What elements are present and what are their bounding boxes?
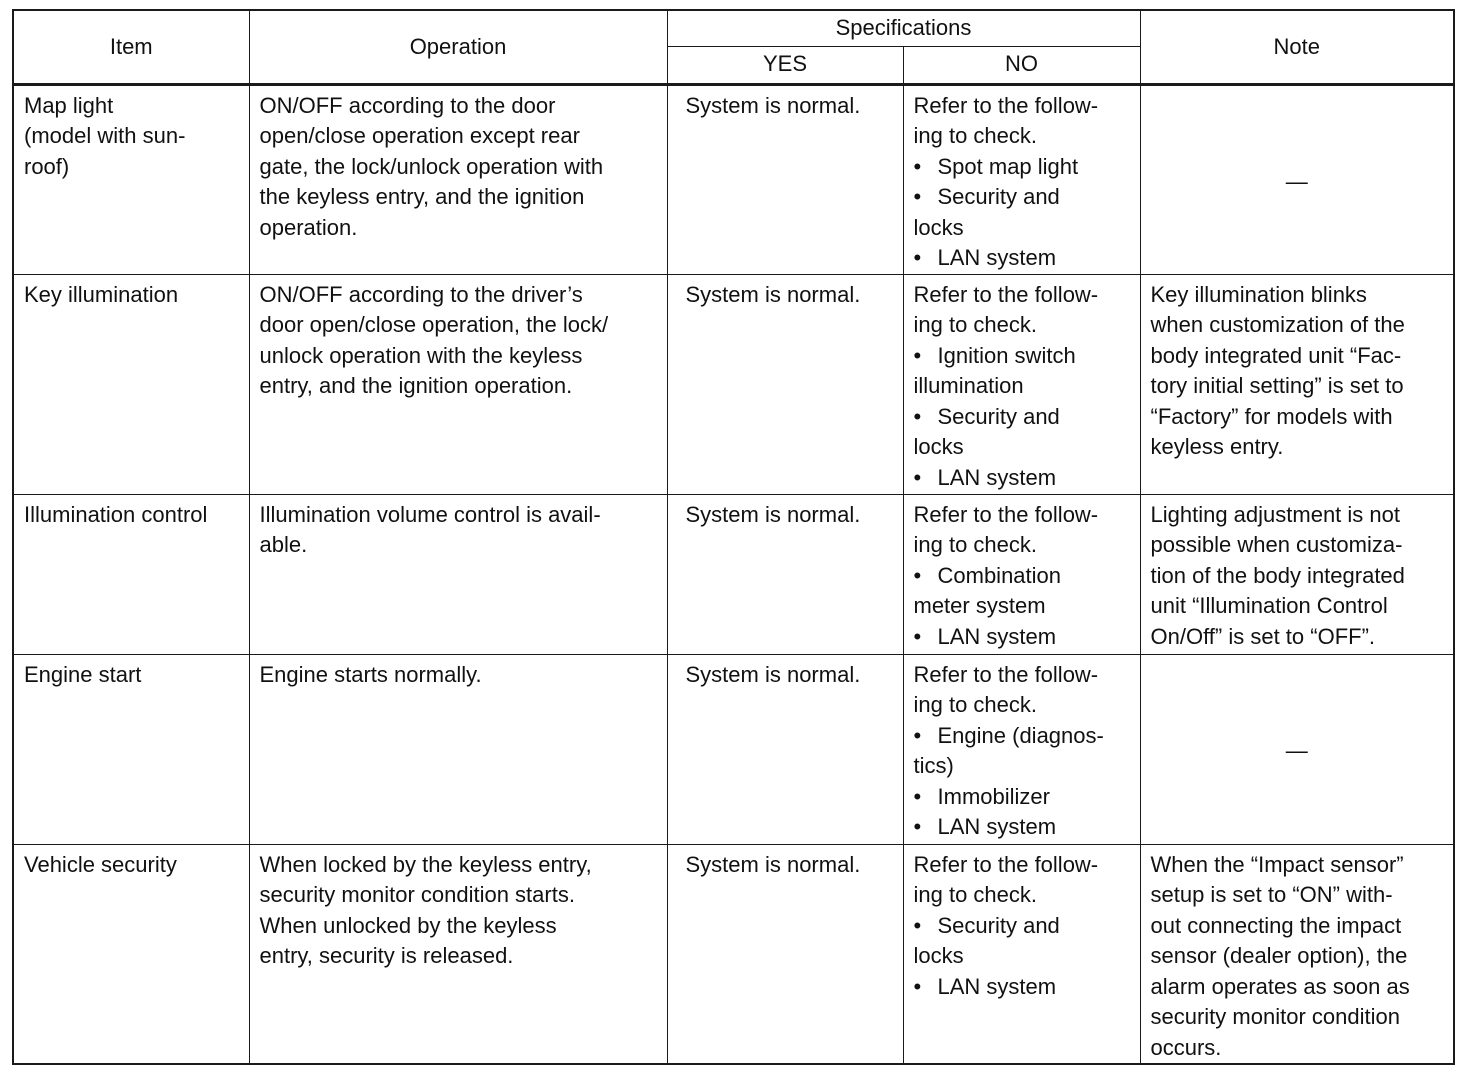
cell-note (1140, 654, 1454, 844)
cell-note (1140, 494, 1454, 654)
yes-text: System is normal. (685, 851, 861, 877)
no-bullet-item: • LAN system (914, 972, 1130, 1003)
no-bullet-item: • Security and (914, 402, 1130, 433)
cell-item (13, 274, 249, 494)
no-bullet-item: • LAN system (914, 243, 1130, 274)
cell-no (903, 84, 1140, 274)
operation-text: able. (259, 532, 308, 557)
cell-operation (249, 844, 667, 1064)
item-text: Key illumination (24, 281, 179, 307)
bullet-icon: • (913, 562, 922, 588)
no-bullet-item: • LAN system (914, 622, 1130, 653)
yes-text: System is normal. (685, 92, 861, 118)
item-text: Vehicle security (24, 851, 177, 877)
item-text: Engine start (24, 661, 142, 687)
operation-text: entry, and the ignition operation. (259, 373, 573, 398)
no-bullet-item: tics) (913, 753, 954, 778)
cell-note (1140, 84, 1454, 274)
note-text: out connecting the impact (1150, 912, 1402, 938)
note-text: alarm operates as soon as (1150, 973, 1410, 999)
bullet-icon: • (913, 973, 922, 999)
cell-operation (249, 274, 667, 494)
note-text: security monitor condition (1150, 1004, 1400, 1029)
note-text: tory initial setting” is set to (1150, 373, 1404, 398)
no-intro-text: ing to check. (913, 123, 1038, 148)
no-intro-text: Refer to the follow- (913, 281, 1099, 307)
table-row (13, 844, 1454, 1064)
bullet-icon: • (913, 245, 922, 270)
table-row (13, 494, 1454, 654)
note-text: sensor (dealer option), the (1150, 943, 1408, 968)
cell-yes (667, 844, 903, 1064)
table-body (13, 84, 1454, 1064)
header-yes: YES (667, 46, 903, 84)
bullet-icon: • (913, 464, 922, 490)
no-intro-text: ing to check. (913, 312, 1038, 337)
note-text: Key illumination blinks (1150, 281, 1367, 307)
note-text: tion of the body integrated (1150, 562, 1405, 588)
operation-text: Illumination volume control is avail- (259, 501, 601, 527)
cell-yes (667, 274, 903, 494)
cell-note (1140, 844, 1454, 1064)
operation-text: the keyless entry, and the ignition (259, 184, 585, 209)
operation-text: Engine starts normally. (259, 661, 482, 687)
cell-item (13, 84, 249, 274)
note-text: — (1285, 168, 1308, 194)
cell-operation (249, 654, 667, 844)
no-bullet-item: • Ignition switch (914, 341, 1130, 372)
cell-item (13, 844, 249, 1064)
yes-text: System is normal. (685, 661, 861, 687)
bullet-icon: • (913, 184, 922, 209)
bullet-icon: • (913, 722, 922, 748)
operation-text: security monitor condition starts. (259, 882, 575, 907)
no-intro-text: ing to check. (913, 882, 1038, 907)
operation-text: When locked by the keyless entry, (259, 851, 592, 877)
bullet-icon: • (913, 623, 922, 649)
note-text: setup is set to “ON” with- (1150, 882, 1393, 907)
note-text: possible when customiza- (1150, 532, 1403, 557)
bullet-icon: • (913, 342, 922, 368)
item-text: Map light (24, 92, 114, 118)
note-text: On/Off” is set to “OFF”. (1150, 623, 1376, 649)
cell-operation (249, 494, 667, 654)
operation-text: operation. (259, 214, 358, 240)
table-row (13, 84, 1454, 274)
cell-no (903, 494, 1140, 654)
cell-yes (667, 84, 903, 274)
yes-text: System is normal. (685, 501, 861, 527)
yes-text: System is normal. (685, 281, 861, 307)
no-bullet-item: • Security and (914, 911, 1130, 942)
item-text: roof) (24, 153, 70, 179)
no-bullet-item: locks (913, 214, 964, 240)
no-intro-text: Refer to the follow- (913, 851, 1099, 877)
no-intro-text: ing to check. (913, 692, 1038, 717)
operation-text: open/close operation except rear (259, 123, 580, 148)
specification-table (12, 9, 1455, 1065)
note-text: occurs. (1150, 1034, 1222, 1060)
cell-yes (667, 654, 903, 844)
cell-no (903, 844, 1140, 1064)
item-text: Illumination control (24, 501, 208, 527)
note-text: — (1285, 738, 1308, 764)
note-text: Lighting adjustment is not (1150, 501, 1400, 527)
table-row (13, 654, 1454, 844)
table-row (13, 274, 1454, 494)
no-bullet-item: locks (913, 434, 964, 459)
operation-text: gate, the lock/unlock operation with (259, 153, 604, 179)
operation-text: When unlocked by the keyless (259, 912, 557, 938)
no-bullet-item: • Engine (diagnos- (914, 721, 1130, 752)
no-bullet-item: • Combination (914, 561, 1130, 592)
header-no: NO (903, 46, 1140, 84)
bullet-icon: • (913, 403, 922, 429)
no-bullet-item: • Spot map light (914, 152, 1130, 183)
note-text: “Factory” for models with (1150, 403, 1393, 429)
cell-item (13, 494, 249, 654)
cell-operation (249, 84, 667, 274)
note-text: unit “Illumination Control (1150, 593, 1388, 618)
no-intro-text: ing to check. (913, 532, 1038, 557)
operation-text: entry, security is released. (259, 943, 514, 968)
no-bullet-item: • LAN system (914, 463, 1130, 494)
no-bullet-item: • Security and (914, 182, 1130, 213)
bullet-icon: • (913, 912, 922, 938)
note-text: keyless entry. (1150, 434, 1284, 459)
note-text: When the “Impact sensor” (1150, 851, 1404, 877)
bullet-icon: • (913, 814, 922, 839)
cell-note (1140, 274, 1454, 494)
operation-text: ON/OFF according to the driver’s (259, 281, 583, 307)
note-text: when customization of the (1150, 312, 1405, 337)
no-bullet-item: • Immobilizer (914, 782, 1130, 813)
bullet-icon: • (913, 783, 922, 809)
no-intro-text: Refer to the follow- (913, 92, 1099, 118)
bullet-icon: • (913, 153, 922, 179)
no-intro-text: Refer to the follow- (913, 661, 1099, 687)
cell-yes (667, 494, 903, 654)
cell-item (13, 654, 249, 844)
cell-no (903, 274, 1140, 494)
header-specifications: Specifications (667, 10, 1140, 46)
note-text: body integrated unit “Fac- (1150, 342, 1402, 368)
header-item: Item (13, 10, 249, 84)
item-text: (model with sun- (24, 123, 186, 148)
header-operation: Operation (249, 10, 667, 84)
no-intro-text: Refer to the follow- (913, 501, 1099, 527)
cell-no (903, 654, 1140, 844)
no-bullet-item: • LAN system (914, 812, 1130, 843)
no-bullet-item: illumination (913, 373, 1024, 398)
operation-text: door open/close operation, the lock/ (259, 312, 609, 337)
no-bullet-item: meter system (913, 593, 1046, 618)
operation-text: unlock operation with the keyless (259, 342, 583, 368)
no-bullet-item: locks (913, 943, 964, 968)
header-note: Note (1140, 10, 1454, 84)
operation-text: ON/OFF according to the door (259, 92, 556, 118)
